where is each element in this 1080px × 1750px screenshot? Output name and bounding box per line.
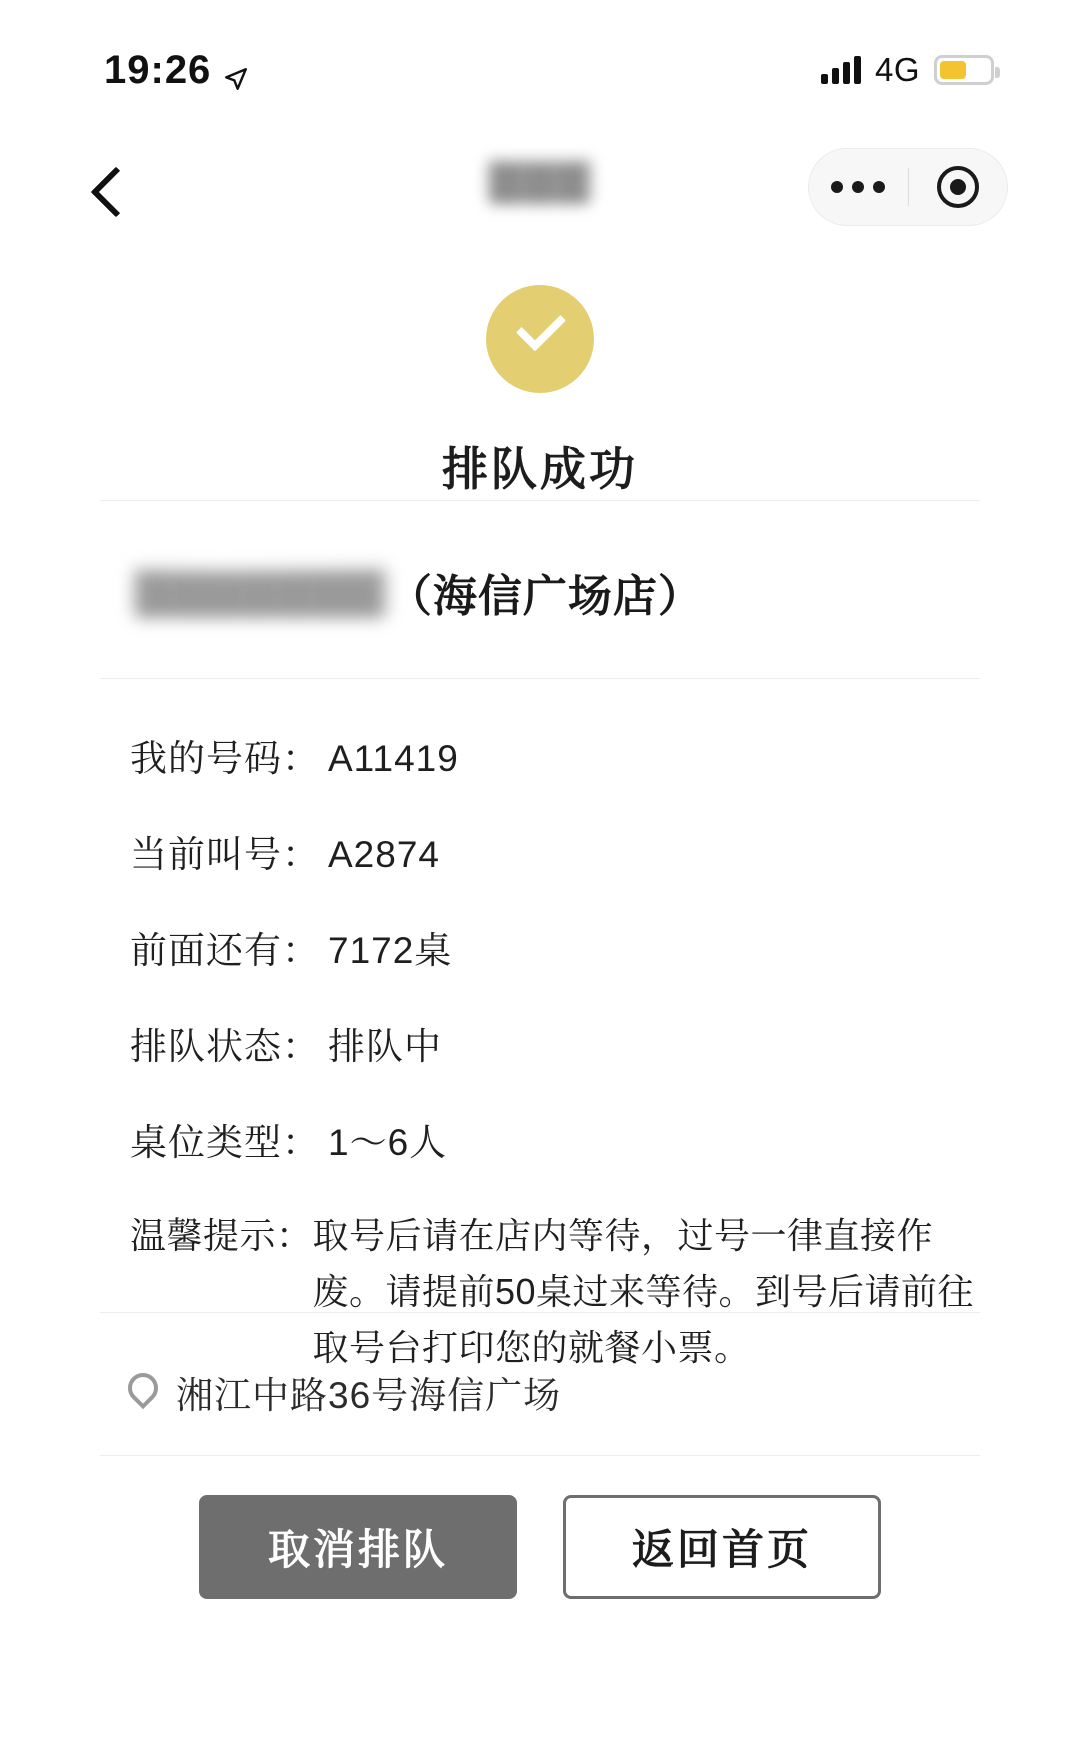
divider-bottom [100, 1455, 980, 1456]
detail-row [130, 1016, 980, 1070]
tip-text: 取号后请在店内等待，过号一律直接作废。请提前50桌过来等待。到号后请前往取号台打印您的就餐小票。 [312, 1215, 975, 1368]
status-indicators [821, 51, 994, 89]
detail-row [130, 824, 980, 878]
tip-row [130, 1208, 980, 1375]
target-circle-icon[interactable] [909, 166, 1008, 208]
more-dots-icon[interactable] [809, 181, 908, 193]
shop-name-blurred: ▇▇▇▇▇▇▇ [132, 567, 388, 618]
detail-row [130, 728, 980, 782]
back-home-button[interactable]: 返回首页 [563, 1495, 881, 1599]
queue-details [130, 728, 980, 1375]
shop-name-suffix: （海信广场店） [387, 572, 703, 621]
divider-address [100, 1312, 980, 1313]
detail-label: 排队状态： [130, 1026, 320, 1067]
status-time: 19:26 [104, 47, 212, 92]
status-bar [0, 0, 1080, 140]
detail-value: A2874 [328, 834, 440, 875]
nav-bar [0, 140, 1080, 250]
detail-value: 7172桌 [328, 930, 453, 971]
miniprogram-capsule[interactable] [808, 148, 1008, 226]
location-pin-icon [128, 1373, 158, 1411]
detail-label: 桌位类型： [130, 1122, 320, 1163]
action-button-bar [0, 1495, 1080, 1599]
battery-icon [934, 55, 994, 85]
location-arrow-icon [223, 57, 249, 83]
page-title-blurred: ▇▇▇ [487, 159, 593, 203]
detail-label: 我的号码： [130, 738, 320, 779]
network-type-label: 4G [874, 51, 920, 88]
cancel-queue-button[interactable]: 取消排队 [199, 1495, 517, 1599]
signal-bars-icon [821, 56, 861, 84]
detail-value: 排队中 [328, 1026, 442, 1067]
success-message: 排队成功 [442, 443, 638, 495]
detail-label: 前面还有： [130, 930, 320, 971]
check-circle-icon [486, 285, 594, 393]
tip-label: 温馨提示： [130, 1215, 313, 1256]
divider-shop [100, 678, 980, 679]
success-block [0, 285, 1080, 499]
detail-row [130, 1112, 980, 1166]
detail-value: 1～6人 [328, 1122, 448, 1163]
address-row[interactable] [128, 1365, 561, 1419]
status-time-group [104, 48, 249, 93]
address-text: 湘江中路36号海信广场 [176, 1375, 562, 1416]
detail-value: A11419 [328, 738, 459, 779]
shop-name-row [132, 560, 980, 624]
divider-top [100, 500, 980, 501]
detail-row [130, 920, 980, 974]
detail-label: 当前叫号： [130, 834, 320, 875]
